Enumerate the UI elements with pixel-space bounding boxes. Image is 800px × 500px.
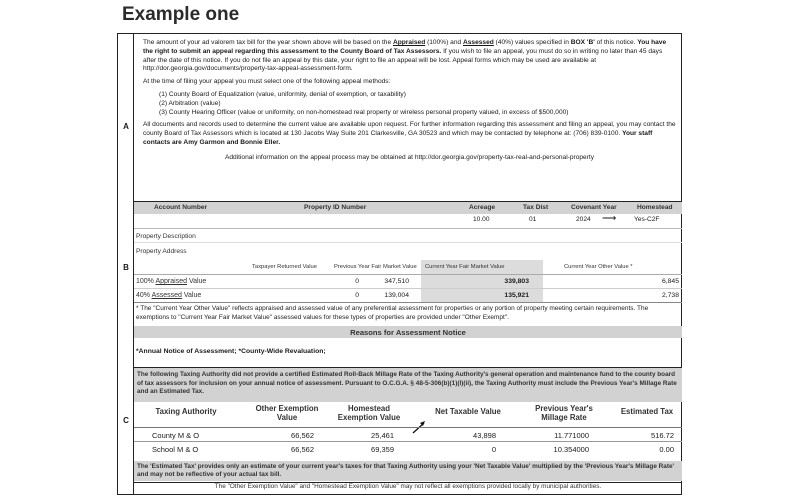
covenant-year-value: 2024 <box>576 216 591 223</box>
appraised-previous-value: 347,510 <box>384 278 409 285</box>
section-b-values <box>134 202 682 368</box>
assessed-previous-value: 139,004 <box>384 292 409 299</box>
other-exemption-value: 66,562 <box>291 445 314 454</box>
appeal-methods-intro: At the time of filing your appeal you must select one of the following appeal methods: <box>143 78 391 86</box>
estimated-tax-footnote: The 'Estimated Tax' provides only an estimate of your current year's taxes for that Taxing Authority using your 'Net Taxable Value' multiplied by the 'Previous Year's Millage Rate' and may not be reflective of your actual tax bill. <box>134 461 682 481</box>
text-run: 100% <box>136 278 156 285</box>
assessment-notice-form <box>117 33 682 495</box>
appraised-other-value: 6,845 <box>661 278 679 285</box>
section-a-appeal-info <box>134 34 682 202</box>
property-id-header: Property ID Number <box>304 204 367 211</box>
net-taxable-value: 43,898 <box>473 431 496 440</box>
divider <box>134 441 682 442</box>
homestead-exemption-header: Homestead Exemption Value <box>337 404 401 422</box>
assessed-row-label <box>136 292 201 299</box>
tax-dist-header: Tax Dist <box>523 204 549 211</box>
covenant-year-header: Covenant Year <box>571 204 617 211</box>
appraised-current-value: 339,803 <box>504 278 529 285</box>
section-label-column <box>118 34 134 494</box>
taxpayer-returned-header: Taxpayer Returned Value <box>252 264 317 270</box>
section-c-taxes <box>134 368 682 495</box>
estimated-tax-value: 516.72 <box>651 431 674 440</box>
divider <box>134 302 682 303</box>
reasons-title: Reasons for Assessment Notice <box>134 326 682 338</box>
homestead-exemption-value: 25,461 <box>371 431 394 440</box>
text-run: (100%) and <box>425 39 463 46</box>
other-value-note: * The "Current Year Other Value" reflects appraised and assessed value of any preferential assessment for properties or any portion of property meeting certain requirements. The exemptions to "Current Year Fair Market Value" assessed values for these types of properties are provided under "Other Exempt". <box>136 305 649 321</box>
current-year-fmv-header: Current Year Fair Market Value <box>425 264 505 270</box>
account-number-header: Account Number <box>154 204 208 211</box>
taxing-authority-header: Taxing Authority <box>155 407 217 416</box>
text-run: If you wish to file an appeal, you must do so in writing no later than 45 days after the date of this notice. If you do not file an appeal by this date, your right to file an appeal will be lost. Appeal forms which may be used are available at http://dor.georgia.gov/documents/property-tax-appeal-assessment-form. <box>143 47 663 73</box>
authority-name: County M & O <box>152 431 200 440</box>
divider <box>134 427 682 428</box>
assessed-other-value: 2,738 <box>661 292 679 299</box>
previous-millage-value: 11.771000 <box>554 431 589 440</box>
page-heading: Example one <box>122 4 240 25</box>
acreage-value: 10.00 <box>473 216 490 223</box>
divider <box>134 228 682 229</box>
property-header-row <box>134 202 682 214</box>
text-run: Value <box>181 292 202 299</box>
contact-paragraph <box>143 121 676 147</box>
appeal-method-item: (1) County Board of Equalization (value, uniformity, denial of exemption, or taxability) <box>159 90 406 98</box>
appraised-taxpayer-value: 0 <box>355 278 359 285</box>
section-label-b: B <box>123 263 129 272</box>
previous-millage-header: Previous Year's Millage Rate <box>535 404 593 422</box>
other-exemption-header: Other Exemption Value <box>255 404 319 422</box>
net-taxable-value: 0 <box>491 445 496 454</box>
appraised-row-label <box>136 278 206 285</box>
right-to-appeal-text: You have the right to submit an appeal regarding this assessment to the County Board of Tax Assessors. <box>143 39 667 55</box>
text-run: All documents and records used to determine the current value are available upon request. For further information regarding this assessment and filing an appeal, you may contact the county Board of Tax Assessors which is located at 130 Jacobs Way Suite 201 Clarkesville, GA 30523 and which may be contacted by telephone at: (706) 839-0100. <box>143 121 676 138</box>
appraised-term: Appraised <box>392 39 426 46</box>
appeal-intro-paragraph <box>143 39 676 74</box>
homestead-exemption-value: 69,359 <box>371 445 394 454</box>
appeal-methods-list <box>159 91 676 117</box>
current-year-other-header: Current Year Other Value * <box>564 264 633 270</box>
appraised-term: Appraised <box>155 278 187 285</box>
exemption-disclaimer: The "Other Exemption Value" and "Homestead Exemption Value" may not reflect all exemptions provided locally by municipal authorities. <box>214 483 602 490</box>
text-run: The amount of your ad valorem tax bill for the year shown above will be based on the <box>143 39 393 46</box>
tax-dist-value: 01 <box>529 216 537 223</box>
reasons-text: *Annual Notice of Assessment; *County-Wide Revaluation; <box>136 348 326 355</box>
text-run: Value <box>187 278 207 285</box>
box-b-ref: BOX 'B' <box>570 39 595 46</box>
homestead-header: Homestead <box>637 204 673 211</box>
text-run: 40% <box>136 292 152 299</box>
homestead-value: Yes-C2F <box>634 216 660 223</box>
text-run: (40%) values specified in <box>493 39 571 46</box>
staff-contacts: Your staff contacts are Amy Garmon and Bonnie Eller. <box>143 130 653 146</box>
appeal-method-item: (3) County Hearing Officer (value or uniformity, on non-homestead real property or wireless personal property valued, in excess of $500,000) <box>159 108 569 116</box>
assessed-term: Assessed <box>463 39 494 46</box>
previous-year-fmv-header: Previous Year Fair Market Value <box>334 264 417 270</box>
estimated-tax-value: 0.00 <box>659 445 674 454</box>
net-taxable-header: Net Taxable Value <box>435 407 501 416</box>
arrow-right-icon: ⟶ <box>602 213 617 224</box>
divider <box>134 274 682 275</box>
section-label-a: A <box>123 122 129 131</box>
millage-intro: The following Taxing Authority did not provide a certified Estimated Roll-Back Millage Rate of the Taxing Authority's general operation and maintenance fund to the county board of tax assessors for inclusion on your annual notice of assessment. Pursuant to O.C.G.A. § 48-5-306(b)(1)(I)(ii), the Taxing Authority must include the Previous Year's Millage Rate and an Estimated Tax. <box>134 368 682 402</box>
assessed-current-value: 135,921 <box>504 292 529 299</box>
assessed-taxpayer-value: 0 <box>355 292 359 299</box>
previous-millage-value: 10.354000 <box>553 445 589 454</box>
divider <box>134 242 682 243</box>
additional-info-line: Additional information on the appeal process may be obtained at http://dor.georgia.gov/property-tax-real-and-personal-property <box>224 153 595 161</box>
authority-name: School M & O <box>152 445 199 454</box>
divider <box>134 288 682 289</box>
property-address-label: Property Address <box>136 248 187 255</box>
other-exemption-value: 66,562 <box>291 431 314 440</box>
property-description-label: Property Description <box>136 233 196 240</box>
appeal-method-item: (2) Arbitration (value) <box>159 99 221 107</box>
assessed-term: Assessed <box>151 292 182 299</box>
text-run: of this notice. <box>594 39 638 46</box>
section-label-c: C <box>123 416 129 425</box>
acreage-header: Acreage <box>469 204 496 211</box>
estimated-tax-header: Estimated Tax <box>620 407 674 416</box>
